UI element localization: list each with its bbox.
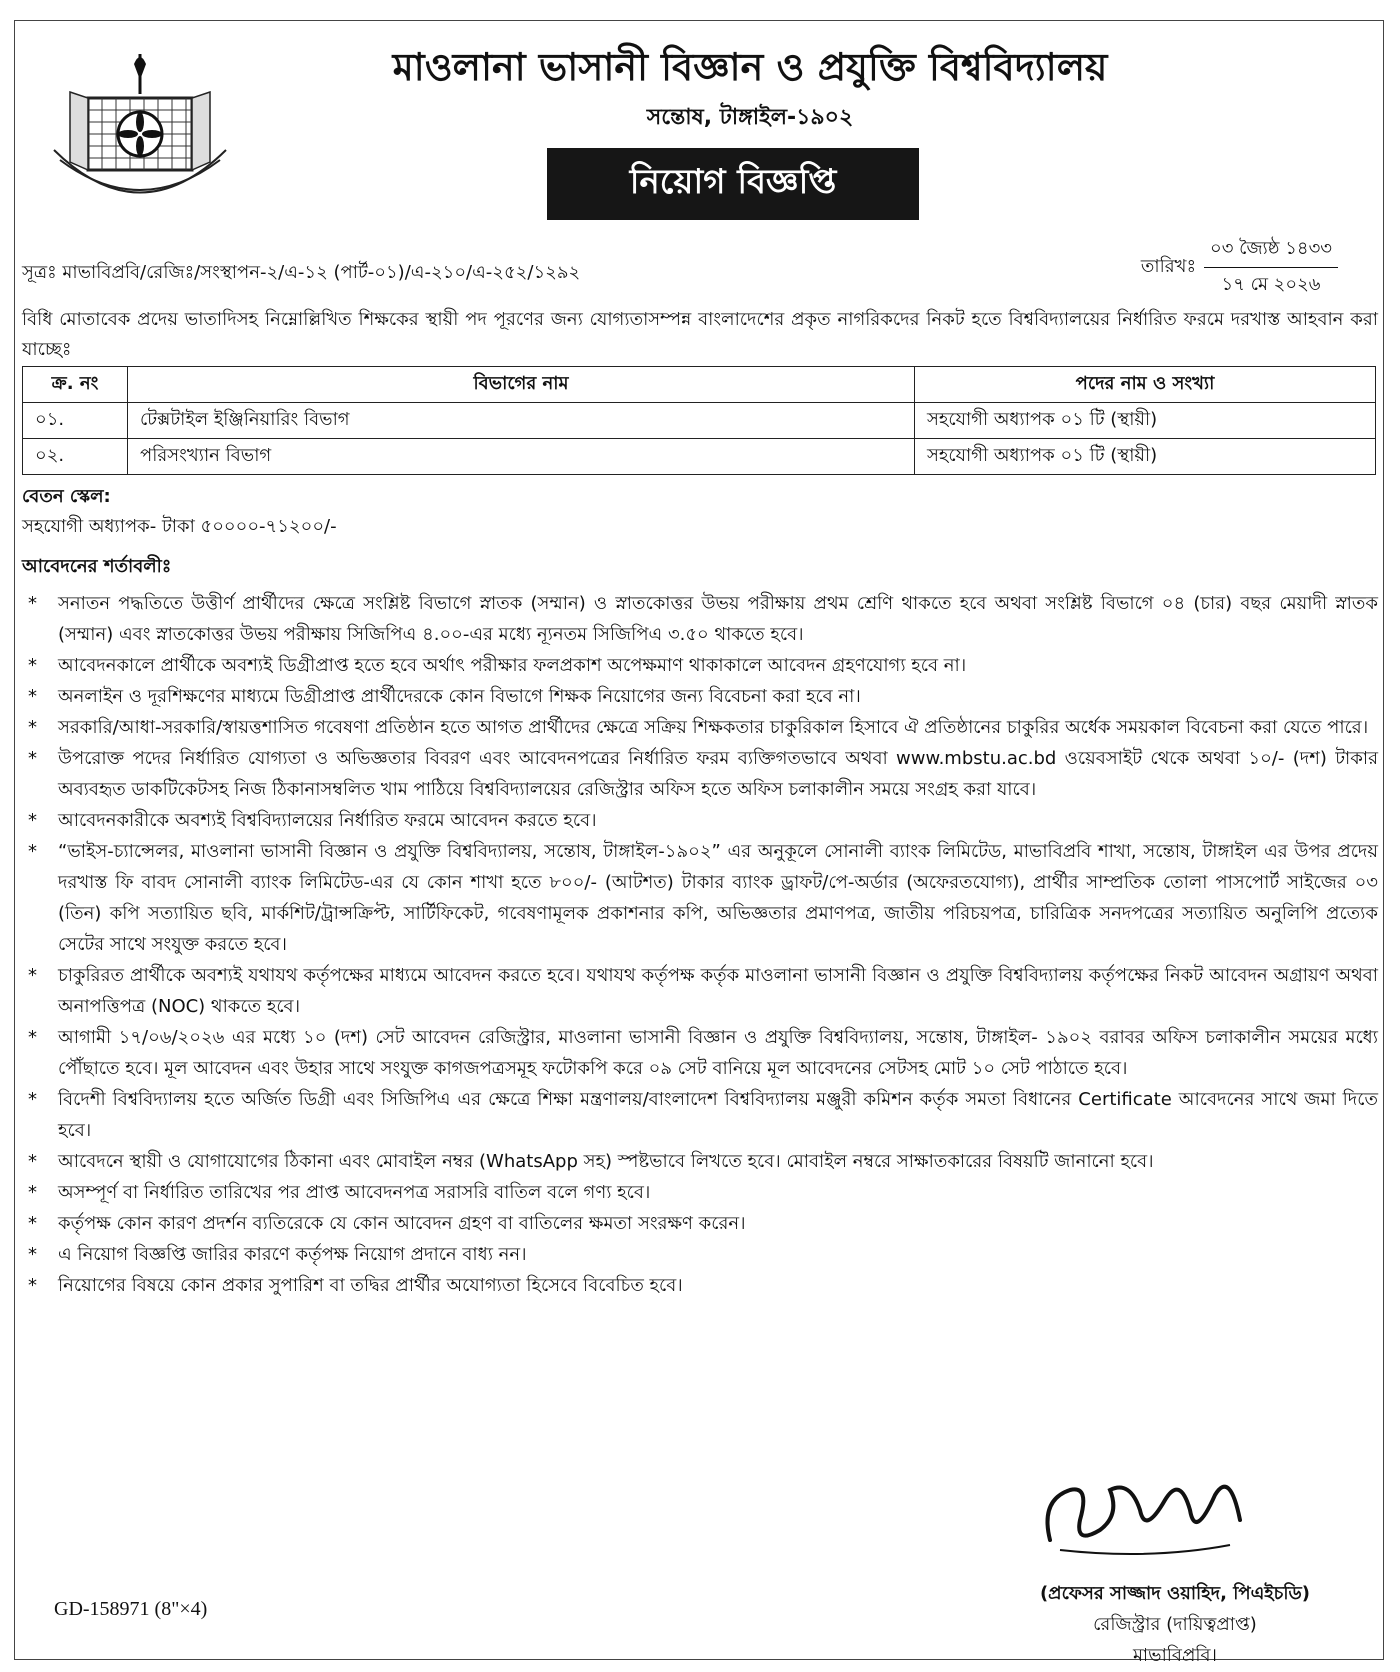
condition-text: “ভাইস-চ্যান্সেলর, মাওলানা ভাসানী বিজ্ঞান ও প্রযুক্তি বিশ্ববিদ্যালয়, সন্তোষ, টাঙ্গাইল-১৯০২” এর অনুকূলে সোনালী ব্যাংক লিমিটেড, মাভাবিপ্রবি শাখা, সন্তোষ, টাঙ্গাইল এর উপর প্রদেয় দরখাস্ত ফি বাবদ সোনালী ব্যাংক লিমিটেড-এর যে কোন শাখা হতে ৮০০/- (আটশত) টাকার ব্যাংক ড্রাফট/পে-অর্ডার (অফেরতযোগ্য), প্রার্থীর সাম্প্রতিক তোলা পাসপোর্ট সাইজের ০৩ (তিন) কপি সত্যায়িত ছবি, মার্কশিট/ট্রান্সক্রিপ্ট, সার্টিফিকেট, গবেষণামূলক প্রকাশনার কপি, অভিজ্ঞতার প্রমাণপত্র, জাতীয় পরিচয়পত্র, চারিত্রিক সনদপত্রের সত্যায়িত অনুলিপি প্রত্যেক সেটের সাথে সংযুক্ত করতে হবে।	[58, 841, 1378, 955]
bullet-icon: *	[28, 1244, 37, 1265]
university-name: মাওলানা ভাসানী বিজ্ঞান ও প্রযুক্তি বিশ্ববিদ্যালয়	[392, 44, 1108, 89]
bullet-icon: *	[28, 841, 37, 862]
conditions-list	[22, 588, 1378, 1301]
condition-text: আবেদনে স্থায়ী ও যোগাযোগের ঠিকানা এবং মোবাইল নম্বর (WhatsApp সহ) স্পষ্টভাবে লিখতে হবে। মোবাইল নম্বরে সাক্ষাতকারের বিষয়টি জানানো হবে।	[58, 1151, 1154, 1172]
signature-icon	[1030, 1460, 1260, 1570]
condition-text: অনলাইন ও দূরশিক্ষণের মাধ্যমে ডিগ্রীপ্রাপ্ত প্রার্থীদেরকে কোন বিভাগে শিক্ষক নিয়োগের জন্য বিবেচনা করা হবে না।	[58, 686, 861, 707]
reference-number: সূত্রঃ মাভাবিপ্রবি/রেজিঃ/সংস্থাপন-২/এ-১২ (পার্ট-০১)/এ-২১০/এ-২৫২/১২৯২	[22, 262, 581, 283]
signer-org: মাভাবিপ্রবি।	[1132, 1645, 1217, 1666]
condition-text: নিয়োগের বিষয়ে কোন প্রকার সুপারিশ বা তদ্বির প্রার্থীর অযোগ্যতা হিসেবে বিবেচিত হবে।	[58, 1275, 683, 1296]
table-cell-post: সহযোগী অধ্যাপক ০১ টি (স্থায়ী)	[915, 439, 1376, 475]
salary-value: সহযোগী অধ্যাপক- টাকা ৫০০০০-৭১২০০/-	[22, 516, 337, 537]
condition-text: এ নিয়োগ বিজ্ঞপ্তি জারির কারণে কর্তৃপক্ষ নিয়োগ প্রদানে বাধ্য নন।	[58, 1244, 527, 1265]
table-header-serial: ক্র. নং	[23, 367, 128, 403]
table-cell-post: সহযোগী অধ্যাপক ০১ টি (স্থায়ী)	[915, 403, 1376, 439]
bullet-icon: *	[28, 1151, 37, 1172]
list-item	[22, 1022, 1378, 1084]
bullet-icon: *	[28, 965, 37, 986]
condition-text: সরকারি/আধা-সরকারি/স্বায়ত্তশাসিত গবেষণা প্রতিষ্ঠান হতে আগত প্রার্থীদের ক্ষেত্রে সক্রিয় শিক্ষকতার চাকুরিকাল হিসাবে ঐ প্রতিষ্ঠানের চাকুরির অর্ধেক সময়কাল বিবেচনা করা যেতে পারে।	[58, 717, 1369, 738]
condition-text: উপরোক্ত পদের নির্ধারিত যোগ্যতা ও অভিজ্ঞতার বিবরণ এবং আবেদনপত্রের নির্ধারিত ফরম ব্যক্তিগতভাবে অথবা www.mbstu.ac.bd ওয়েবসাইট থেকে অথবা ১০/- (দশ) টাকার অব্যবহৃত ডাকটিকেটসহ নিজ ঠিকানাসম্বলিত খাম পাঠিয়ে বিশ্ববিদ্যালয়ের রেজিস্ট্রার অফিস হতে অফিস চলাকালীন সময়ে সংগ্রহ করা যাবে।	[58, 748, 1378, 800]
bullet-icon: *	[28, 1275, 37, 1296]
table-header-post: পদের নাম ও সংখ্যা	[915, 367, 1376, 403]
bullet-icon: *	[28, 748, 37, 769]
table-cell-serial: ০২.	[23, 439, 128, 475]
table-header-row	[23, 367, 1376, 403]
date-block	[1141, 232, 1338, 303]
bullet-icon: *	[28, 1182, 37, 1203]
list-item	[22, 1239, 1378, 1270]
list-item	[22, 1177, 1378, 1208]
list-item	[22, 681, 1378, 712]
table-row	[23, 403, 1376, 439]
list-item	[22, 743, 1378, 805]
list-item	[22, 650, 1378, 681]
signer-block	[1040, 1578, 1310, 1671]
table-cell-dept: টেক্সটাইল ইঞ্জিনিয়ারিং বিভাগ	[128, 403, 915, 439]
list-item	[22, 836, 1378, 960]
condition-text: আগামী ১৭/০৬/২০২৬ এর মধ্যে ১০ (দশ) সেট আবেদন রেজিস্ট্রার, মাওলানা ভাসানী বিজ্ঞান ও প্রযুক্তি বিশ্ববিদ্যালয়, সন্তোষ, টাঙ্গাইল- ১৯০২ বরাবর অফিস চলাকালীন সময়ের মধ্যে পৌঁছাতে হবে। মূল আবেদন এবং উহার সাথে সংযুক্ত কাগজপত্রসমূহ ফটোকপি করে ০৯ সেট বানিয়ে মূল আবেদনের সেটসহ মোট ১০ সেট পাঠাতে হবে।	[58, 1027, 1378, 1079]
list-item	[22, 1084, 1378, 1146]
list-item	[22, 1270, 1378, 1301]
bullet-icon: *	[28, 686, 37, 707]
bullet-icon: *	[28, 655, 37, 676]
date-label: তারিখঃ	[1140, 256, 1197, 277]
conditions-heading: আবেদনের শর্তাবলীঃ	[22, 556, 172, 577]
condition-text: আবেদনকারীকে অবশ্যই বিশ্ববিদ্যালয়ের নির্ধারিত ফরমে আবেদন করতে হবে।	[58, 810, 597, 831]
bullet-icon: *	[28, 1089, 37, 1110]
intro-paragraph: বিধি মোতাবেক প্রদেয় ভাতাদিসহ নিম্নোল্লিখিত শিক্ষকের স্থায়ী পদ পূরণের জন্য যোগ্যতাসম্পন্ন বাংলাদেশের প্রকৃত নাগরিকদের নিকট হতে বিশ্ববিদ্যালয়ের নির্ধারিত ফরমে দরখাস্ত আহবান করা যাচ্ছেঃ	[22, 309, 1378, 360]
bullet-icon: *	[28, 1027, 37, 1048]
date-english: ১৭ মে ২০২৬	[1221, 274, 1321, 295]
condition-text: কর্তৃপক্ষ কোন কারণ প্রদর্শন ব্যতিরেকে যে কোন আবেদন গ্রহণ বা বাতিলের ক্ষমতা সংরক্ষণ করেন।	[58, 1213, 746, 1234]
notice-title: নিয়োগ বিজ্ঞপ্তি	[547, 148, 919, 220]
signer-name: (প্রফেসর সাজ্জাদ ওয়াহিদ, পিএইচডি)	[1039, 1583, 1310, 1604]
table-cell-serial: ০১.	[23, 403, 128, 439]
list-item	[22, 588, 1378, 650]
date-bangla: ০৩ জ্যৈষ্ঠ ১৪৩৩	[1204, 232, 1338, 268]
bullet-icon: *	[28, 593, 37, 614]
list-item	[22, 1208, 1378, 1239]
bullet-icon: *	[28, 1213, 37, 1234]
list-item	[22, 805, 1378, 836]
bullet-icon: *	[28, 717, 37, 738]
condition-text: অসম্পূর্ণ বা নির্ধারিত তারিখের পর প্রাপ্ত আবেদনপত্র সরাসরি বাতিল বলে গণ্য হবে।	[58, 1182, 651, 1203]
university-address: সন্তোষ, টাঙ্গাইল-১৯০২	[646, 105, 854, 130]
gd-number: GD-158971 (8"×4)	[54, 1598, 208, 1620]
bullet-icon: *	[28, 810, 37, 831]
university-logo-icon	[40, 50, 240, 210]
salary-heading: বেতন স্কেল:	[22, 486, 111, 507]
condition-text: সনাতন পদ্ধতিতে উত্তীর্ণ প্রার্থীদের ক্ষেত্রে সংশ্লিষ্ট বিভাগে স্নাতক (সম্মান) ও স্নাতকোত্তর উভয় পরীক্ষায় প্রথম শ্রেণি থাকতে হবে অথবা সংশ্লিষ্ট বিভাগে ০৪ (চার) বছর মেয়াদী স্নাতক (সম্মান) এবং স্নাতকোত্তর উভয় পরীক্ষায় সিজিপিএ ৪.০০-এর মধ্যে ন্যূনতম সিজিপিএ ৩.৫০ থাকতে হবে।	[58, 593, 1378, 645]
list-item	[22, 712, 1378, 743]
list-item	[22, 1146, 1378, 1177]
condition-text: আবেদনকালে প্রার্থীকে অবশ্যই ডিগ্রীপ্রাপ্ত হতে হবে অর্থাৎ পরীক্ষার ফলপ্রকাশ অপেক্ষমাণ থাকাকালে আবেদন গ্রহণযোগ্য হবে না।	[58, 655, 967, 676]
posts-table	[22, 366, 1376, 475]
list-item	[22, 960, 1378, 1022]
condition-text: চাকুরিরত প্রার্থীকে অবশ্যই যথাযথ কর্তৃপক্ষের মাধ্যমে আবেদন করতে হবে। যথাযথ কর্তৃপক্ষ কর্তৃক মাওলানা ভাসানী বিজ্ঞান ও প্রযুক্তি বিশ্ববিদ্যালয় কর্তৃপক্ষের নিকট আবেদন অগ্রায়ণ অথবা অনাপত্তিপত্র (NOC) থাকতে হবে।	[58, 965, 1378, 1017]
condition-text: বিদেশী বিশ্ববিদ্যালয় হতে অর্জিত ডিগ্রী এবং সিজিপিএ এর ক্ষেত্রে শিক্ষা মন্ত্রণালয়/বাংলাদেশ বিশ্ববিদ্যালয় মঞ্জুরী কমিশন কর্তৃক সমতা বিধানের Certificate আবেদনের সাথে জমা দিতে হবে।	[58, 1089, 1378, 1141]
table-header-dept: বিভাগের নাম	[128, 367, 915, 403]
table-row	[23, 439, 1376, 475]
table-cell-dept: পরিসংখ্যান বিভাগ	[128, 439, 915, 475]
signer-title: রেজিস্ট্রার (দায়িত্বপ্রাপ্ত)	[1093, 1614, 1257, 1635]
